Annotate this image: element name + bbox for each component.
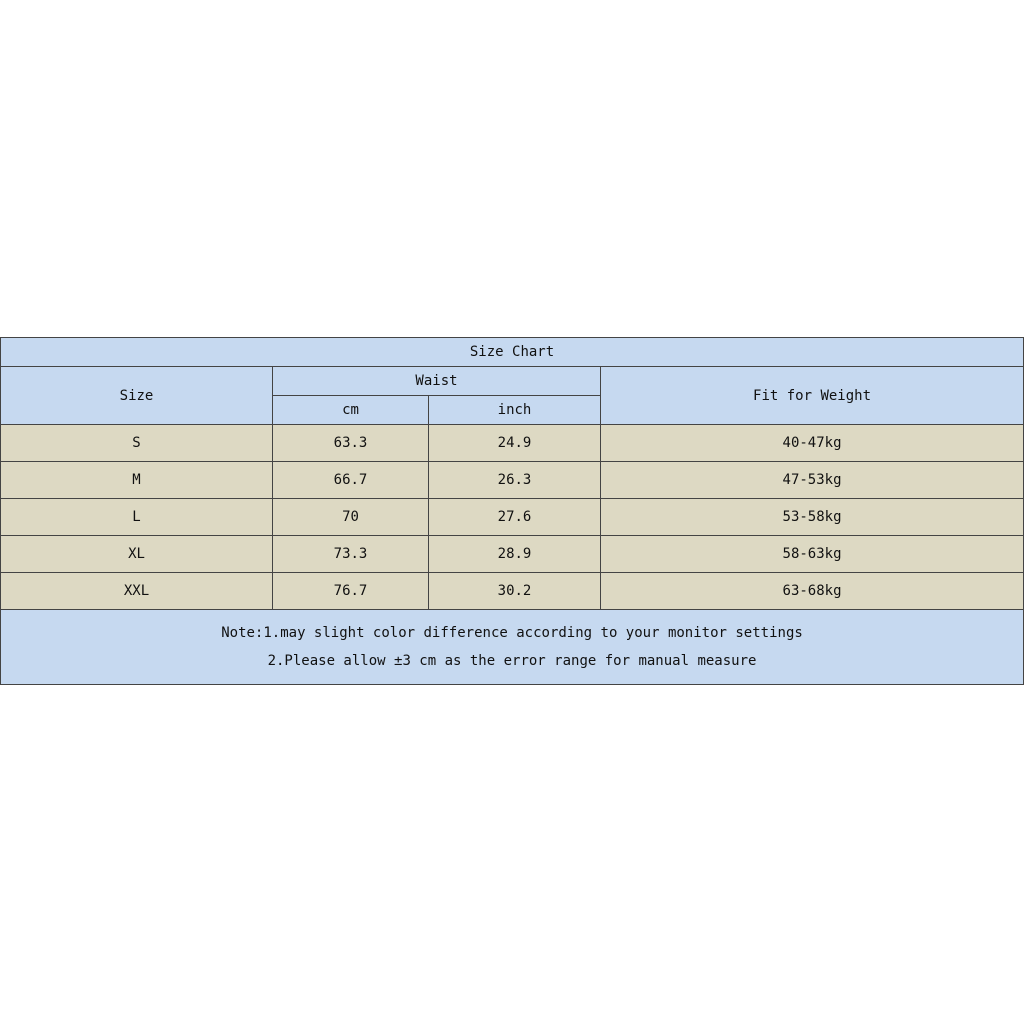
note-line-2: 2.Please allow ±3 cm as the error range for manual measure — [267, 653, 757, 669]
waist-cm-cell: 63.3 — [273, 425, 429, 462]
chart-title: Size Chart — [1, 338, 1024, 367]
size-cell: S — [1, 425, 273, 462]
table-row — [1, 499, 1024, 536]
size-cell: M — [1, 462, 273, 499]
weight-cell: 53-58kg — [601, 499, 1024, 536]
waist-inch-cell: 27.6 — [429, 499, 601, 536]
waist-cm-cell: 66.7 — [273, 462, 429, 499]
table-row — [1, 573, 1024, 610]
weight-cell: 58-63kg — [601, 536, 1024, 573]
table-row — [1, 462, 1024, 499]
size-cell: XL — [1, 536, 273, 573]
note-line-1: Note:1.may slight color difference according to your monitor settings — [221, 625, 803, 641]
notes-cell — [1, 610, 1024, 685]
size-chart-table — [0, 337, 1024, 685]
waist-inch-cell: 24.9 — [429, 425, 601, 462]
waist-cm-cell: 73.3 — [273, 536, 429, 573]
waist-cm-cell: 76.7 — [273, 573, 429, 610]
weight-cell: 47-53kg — [601, 462, 1024, 499]
waist-inch-cell: 26.3 — [429, 462, 601, 499]
waist-cm-cell: 70 — [273, 499, 429, 536]
header-inch: inch — [429, 396, 601, 425]
weight-cell: 40-47kg — [601, 425, 1024, 462]
waist-inch-cell: 30.2 — [429, 573, 601, 610]
weight-cell: 63-68kg — [601, 573, 1024, 610]
table-row — [1, 536, 1024, 573]
table-row — [1, 425, 1024, 462]
header-waist: Waist — [273, 367, 601, 396]
header-size: Size — [1, 367, 273, 425]
waist-inch-cell: 28.9 — [429, 536, 601, 573]
size-cell: L — [1, 499, 273, 536]
header-weight: Fit for Weight — [601, 367, 1024, 425]
header-cm: cm — [273, 396, 429, 425]
size-cell: XXL — [1, 573, 273, 610]
